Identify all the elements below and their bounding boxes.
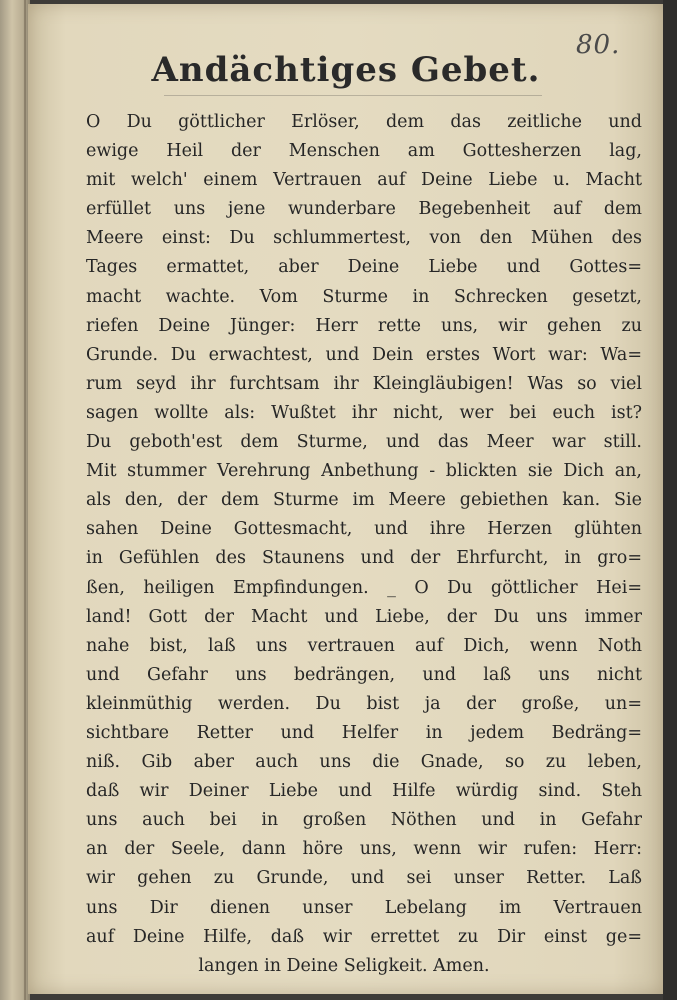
text-line: daß wir Deiner Liebe und Hilfe würdig sind. Steh [86, 781, 642, 802]
text-line: mit welch' einem Vertrauen auf Deine Liebe u. Macht [86, 170, 642, 191]
text-line: macht wachte. Vom Sturme in Schrecken gesetzt, [86, 286, 642, 307]
text-line: als den, der dem Sturme im Meere gebiethen kan. Sie [86, 490, 642, 511]
text-line: land! Gott der Macht und Liebe, der Du uns immer [86, 606, 642, 627]
text-line: wir gehen zu Grunde, und sei unser Retter. Laß [86, 868, 642, 889]
text-line: niß. Gib aber auch uns die Gnade, so zu leben, [86, 752, 642, 773]
text-line: in Gefühlen des Staunens und der Ehrfurcht, in gro= [86, 548, 642, 569]
text-line: O Du göttlicher Erlöser, dem das zeitliche und [86, 112, 642, 132]
page-number: 80. [576, 30, 621, 60]
scan-background-edge [663, 0, 677, 1000]
text-line: sahen Deine Gottesmacht, und ihre Herzen glühten [86, 519, 642, 540]
title-underline [164, 95, 542, 96]
text-line: riefen Deine Jünger: Herr rette uns, wir gehen zu [86, 315, 642, 336]
text-line: Meere einst: Du schlummertest, von den Mühen des [86, 228, 642, 249]
prayer-title: Andächtiges Gebet. [151, 50, 541, 90]
text-line: Tages ermattet, aber Deine Liebe und Gottes= [86, 257, 642, 278]
text-line: sichtbare Retter und Helfer in jedem Bedräng= [86, 722, 642, 743]
text-line: sagen wollte als: Wußtet ihr nicht, wer bei euch ist? [86, 402, 642, 423]
text-line: nahe bist, laß uns vertrauen auf Dich, wenn Noth [86, 635, 642, 656]
text-line: Grunde. Du erwachtest, und Dein erstes Wort war: Wa= [86, 344, 642, 365]
text-line: langen in Deine Seligkeit. Amen. [198, 955, 490, 976]
prayer-text [86, 108, 642, 981]
text-line: uns Dir dienen unser Lebelang im Vertrauen [86, 897, 642, 918]
text-line: erfüllet uns jene wunderbare Begebenheit auf dem [86, 199, 642, 220]
previous-page-edge [0, 0, 30, 1000]
text-line: an der Seele, dann höre uns, wenn wir rufen: Herr: [86, 839, 642, 860]
text-line: kleinmüthig werden. Du bist ja der große, un= [86, 693, 642, 714]
text-line: ßen, heiligen Empfindungen. _ O Du göttlicher Hei= [86, 577, 642, 598]
text-line: uns auch bei in großen Nöthen und in Gefahr [86, 810, 642, 831]
text-line: ewige Heil der Menschen am Gottesherzen lag, [86, 141, 642, 162]
text-line: rum seyd ihr furchtsam ihr Kleingläubigen! Was so viel [86, 373, 642, 394]
text-line: auf Deine Hilfe, daß wir errettet zu Dir einst ge= [86, 926, 642, 947]
text-line: Du geboth'est dem Sturme, und das Meer war still. [86, 432, 642, 453]
text-line: Mit stummer Verehrung Anbethung - blickten sie Dich an, [86, 461, 642, 482]
manuscript-page [28, 4, 664, 994]
text-line: und Gefahr uns bedrängen, und laß uns nicht [86, 664, 642, 685]
